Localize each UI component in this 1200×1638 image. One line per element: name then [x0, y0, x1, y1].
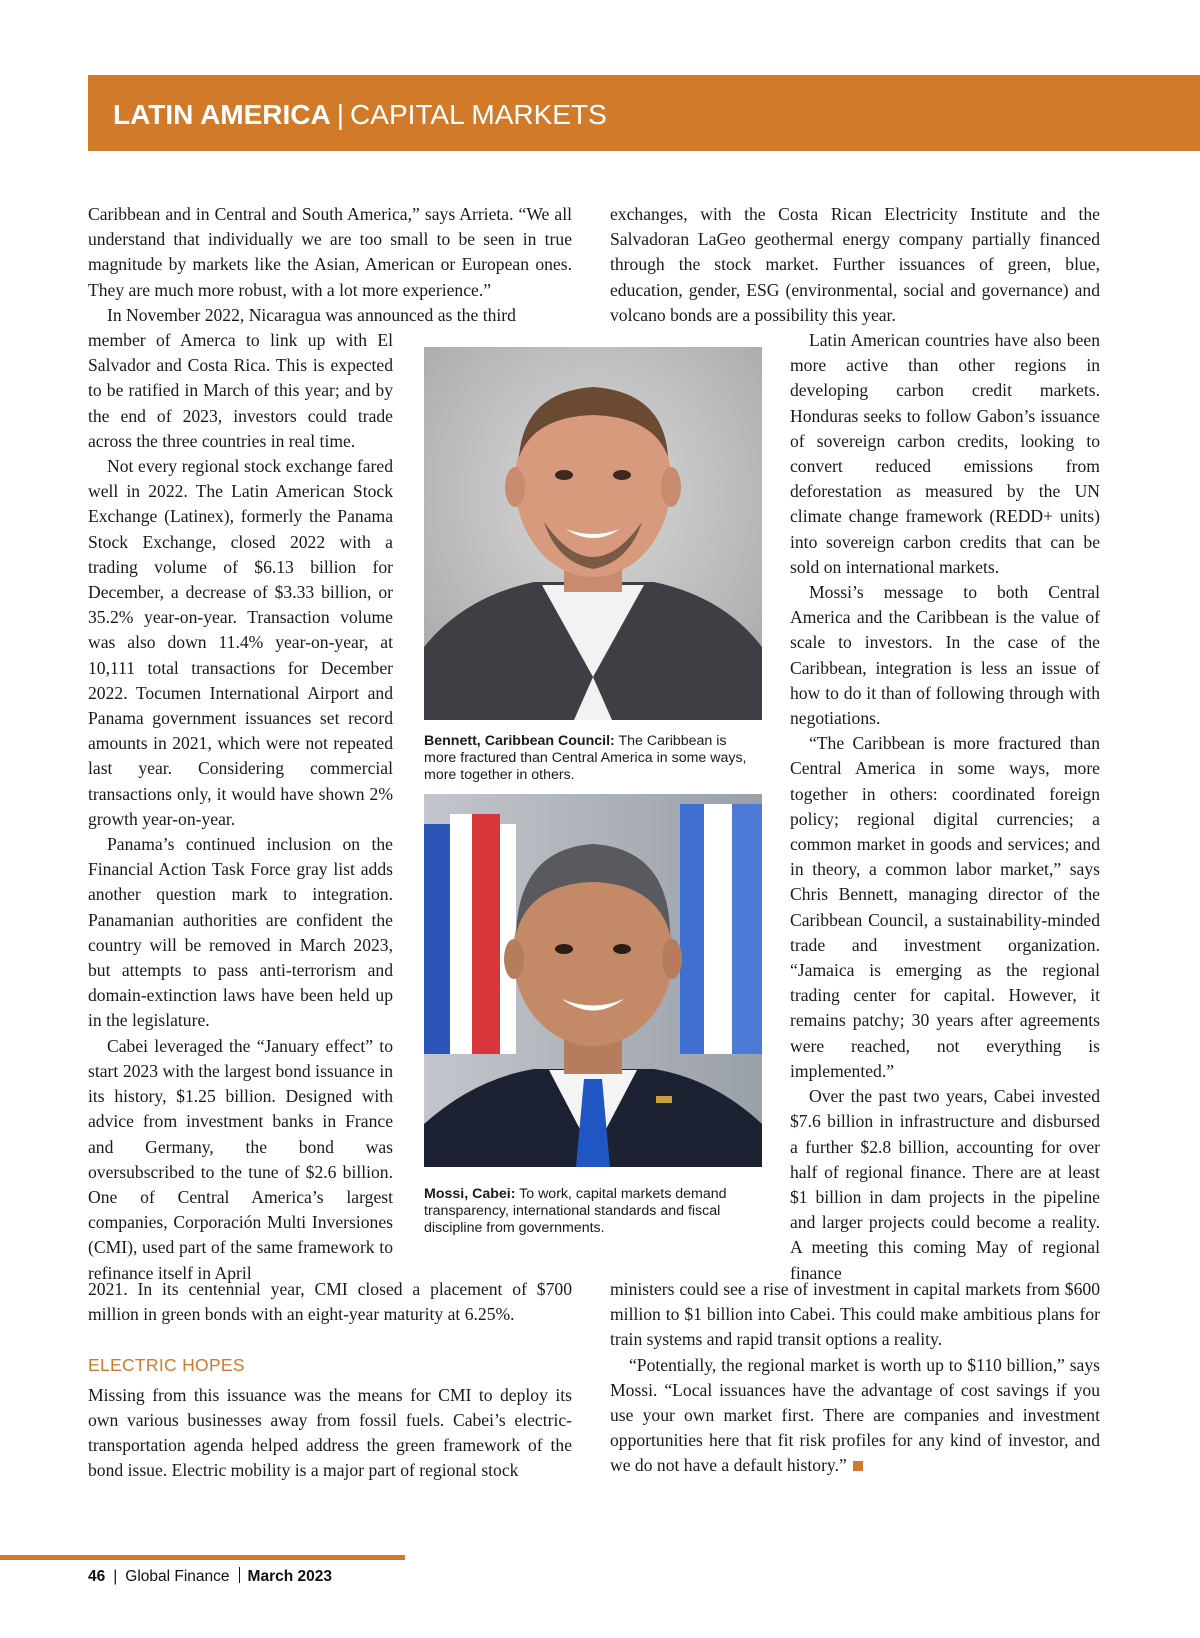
banner-subsection: CAPITAL MARKETS	[350, 99, 607, 130]
col2-wrap	[790, 328, 1100, 1286]
banner-title	[113, 75, 607, 151]
caption-text: To work, capital markets demand transparency, international standards and fiscal discipline from governments.	[424, 1186, 727, 1236]
bennett-caption	[424, 733, 762, 783]
banner-separator: |	[336, 99, 345, 130]
caption-name: Mossi, Cabei:	[424, 1186, 516, 1202]
paragraph: Not every regional stock exchange fared well in 2022. The Latin American Stock Exchange (Latinex), formerly the Panama Stock Exchange, closed 2022 with a trading volume of $6.13 billion for December, a decrease of $3.33 billion, or 35.2% year-on-year. Transaction volume was also down 11.4% year-on-year, at 10,111 total transactions for December 2022. Tocumen International Airport and Panama government issuances set record amounts in 2021, which were not repeated last year. Considering commercial transactions only, it would have shown 2% growth year-on-year.	[88, 456, 393, 829]
mossi-photo	[424, 794, 762, 1167]
page-footer	[88, 1566, 332, 1588]
col1-wrap	[88, 328, 393, 1286]
paragraph: ministers could see a rise of investment in capital markets from $600 million to $1 billion into Cabei. This could make ambitious plans for train systems and rapid transit options a reality.	[610, 1279, 1100, 1350]
paragraph: member of Amerca to link up with El Salvador and Costa Rica. This is expected to be ratified in March of this year; and by the end of 2023, investors could trade across the three countries in real time.	[88, 330, 393, 451]
publication-name: Global Finance	[125, 1568, 230, 1585]
col1-top	[88, 202, 572, 328]
col2-top	[610, 202, 1100, 328]
paragraph: Cabei leveraged the “January effect” to start 2023 with the largest bond issuance in its history, $1.25 billion. Designed with advice from investment banks in France and Germany, the bond was oversubscribed to the tune of $2.6 billion. One of Central America’s largest companies, Corporación Multi Inversiones (CMI), used part of the same framework to refinance itself in April	[88, 1035, 393, 1283]
end-mark-icon	[853, 1461, 863, 1471]
mossi-caption	[424, 1186, 762, 1236]
section-heading: ELECTRIC HOPES	[88, 1355, 245, 1376]
page-number: 46	[88, 1568, 106, 1585]
caption-text: The Caribbean is more fractured than Central America in some ways, more together in others.	[424, 733, 747, 783]
section-banner	[88, 75, 1200, 151]
banner-section: LATIN AMERICA	[113, 99, 331, 130]
paragraph: Caribbean and in Central and South America,” says Arrieta. “We all understand that individually we are too small to be seen in true magnitude by markets like the Asian, American or European ones. They are much more robust, with a lot more experience.”	[88, 204, 572, 300]
paragraph: Panama’s continued inclusion on the Financial Action Task Force gray list adds another question mark to integration. Panamanian authorities are confident the country will be removed in March 2023, but attempts to pass anti-terrorism and domain-extinction laws have been held up in the legislature.	[88, 834, 393, 1031]
paragraph: Latin American countries have also been more active than other regions in developing carbon credit markets. Honduras seeks to follow Gabon’s issuance of sovereign carbon credits, looking to convert reduced emissions from deforestation as measured by the UN climate change framework (REDD+ units) into sovereign carbon credits that can be sold on international markets.	[790, 330, 1100, 577]
paragraph: exchanges, with the Costa Rican Electricity Institute and the Salvadoran LaGeo geothermal energy company partially financed through the stock market. Further issuances of green, blue, education, gender, ESG (environmental, social and governance) and volcano bonds are a possibility this year.	[610, 204, 1100, 325]
footer-divider	[239, 1567, 240, 1583]
paragraph: Over the past two years, Cabei invested $7.6 billion in infrastructure and disbursed a further $2.8 billion, accounting for over half of regional finance. There are at least $1 billion in dam projects in the pipeline and larger projects could become a reality. A meeting this coming May of regional finance	[790, 1086, 1100, 1283]
paragraph-text: “Potentially, the regional market is worth up to $110 billion,” says Mossi. “Local issuances have the advantage of cost savings if you use your own market first. There are companies and investment opportunities here that fit risk profiles for any kind of investor, and we do not have a default history.”	[610, 1354, 1100, 1476]
paragraph: Mossi’s message to both Central America and the Caribbean is the value of scale to investors. In the case of the Caribbean, integration is less an issue of how to do it than of following through with negotiations.	[790, 582, 1100, 729]
col1-bottom	[88, 1277, 572, 1483]
closing-paragraph	[610, 1353, 1100, 1479]
col2-bottom	[610, 1277, 1100, 1479]
footer-rule	[0, 1555, 405, 1560]
caption-name: Bennett, Caribbean Council:	[424, 733, 615, 749]
paragraph: Missing from this issuance was the means for CMI to deploy its own various businesses away from fossil fuels. Cabei’s electric-transportation agenda helped address the green framework of the bond issue. Electric mobility is a major part of regional stock	[88, 1384, 572, 1481]
paragraph: “The Caribbean is more fractured than Central America in some ways, more together in others: coordinated foreign policy; regional digital currencies; a common market in goods and services; and in theory, a common labor market,” says Chris Bennett, managing director of the Caribbean Council, a sustainability-minded trade and investment organization. “Jamaica is emerging as the regional trading center for capital. However, it remains patchy; 30 years after agreements were reached, not everything is implemented.”	[790, 733, 1100, 1081]
footer-separator: |	[113, 1568, 118, 1585]
paragraph: 2021. In its centennial year, CMI closed a placement of $700 million in green bonds with an eight-year maturity at 6.25%.	[88, 1279, 572, 1325]
issue-date: March 2023	[247, 1568, 332, 1585]
bennett-photo	[424, 347, 762, 720]
paragraph: In November 2022, Nicaragua was announced as the third	[107, 304, 516, 325]
